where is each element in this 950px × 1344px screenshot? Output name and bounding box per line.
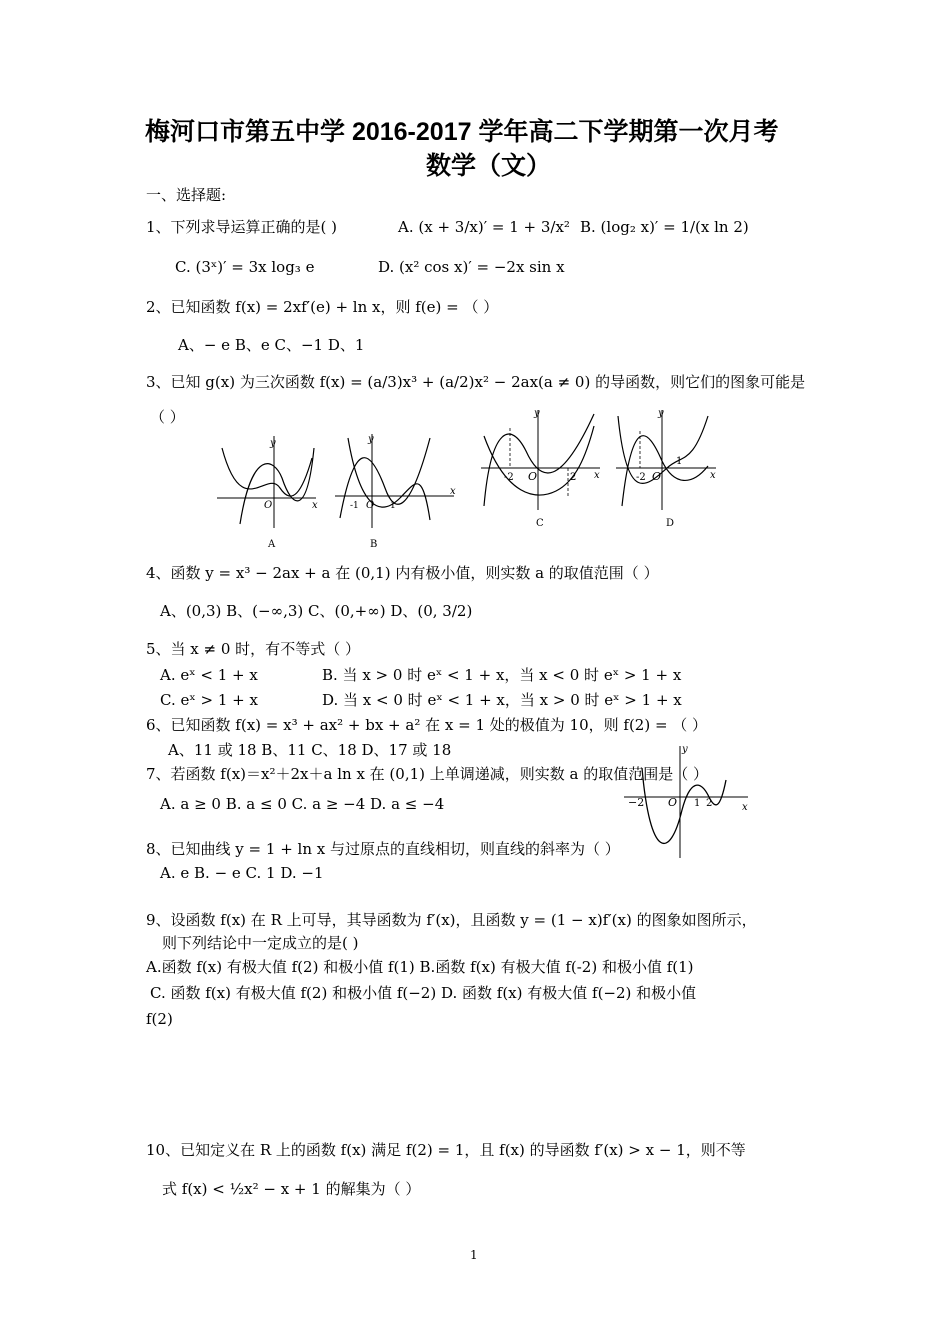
section-heading: 一、选择题:: [146, 186, 227, 204]
q9-options-ab: A.函数 f(x) 有极大值 f(2) 和极小值 f(1) B.函数 f(x) 有极大值 f(-2) 和极小值 f(1): [146, 958, 694, 976]
q5-option-a: A. eˣ < 1 + x: [160, 666, 258, 684]
fig-c-origin: O: [528, 470, 538, 483]
fig-b-y-label: y: [368, 434, 374, 445]
q7-stem: 7、若函数 f(x)＝x²＋2x＋a ln x 在 (0,1) 上单调递减，则实数 a 的取值范围是（ ）: [146, 765, 709, 783]
fig-d-origin: O: [652, 470, 662, 483]
q3-figure-b: [330, 428, 460, 550]
q9-stem-1: 9、设函数 f(x) 在 R 上可导，其导函数为 f′(x)，且函数 y = (1 − x)f′(x) 的图象如图所示，: [146, 911, 757, 929]
q3-figure-d: [612, 406, 722, 530]
q3-stem: 3、已知 g(x) 为三次函数 f(x) = (a/3)x³ + (a/2)x² − 2ax(a ≠ 0) 的导函数，则它们的图象可能是: [146, 373, 806, 391]
fig-b-x-label: x: [450, 486, 456, 497]
q9-fig-origin: O: [668, 796, 678, 809]
fig-c-tick-neg2: -2: [504, 472, 514, 483]
fig-b-label: B: [370, 539, 378, 550]
q6-options: A、11 或 18 B、11 C、18 D、17 或 18: [168, 741, 452, 759]
fig-d-tick-1: 1: [676, 456, 683, 467]
fig-a-curve-1: [222, 448, 312, 496]
q3-paren: （ ）: [150, 408, 185, 426]
q3-figure-a: [212, 428, 324, 550]
q10-stem-2: 式 f(x) < ½x² − x + 1 的解集为（ ）: [162, 1180, 421, 1198]
q5-stem: 5、当 x ≠ 0 时，有不等式（ ）: [146, 640, 360, 658]
q9-figure: [620, 740, 756, 864]
fig-c-y-label: y: [534, 408, 540, 419]
fig-b-tick-1: 1: [390, 501, 396, 511]
q2-options: A、− e B、e C、−1 D、1: [178, 336, 365, 354]
q1-option-b: B. (log₂ x)′ = 1/(x ln 2): [580, 218, 749, 236]
fig-a-x-label: x: [312, 500, 318, 511]
fig-c-curve-2: [484, 426, 594, 495]
q9-fig-tick-1: 1: [694, 798, 701, 809]
q10-stem-1: 10、已知定义在 R 上的函数 f(x) 满足 f(2) = 1，且 f(x) 的导函数 f′(x) > x − 1，则不等: [146, 1141, 746, 1159]
q6-stem: 6、已知函数 f(x) = x³ + ax² + bx + a² 在 x = 1 处的极值为 10，则 f(2) = （ ）: [146, 716, 708, 734]
q8-options: A. e B. − e C. 1 D. −1: [160, 864, 324, 882]
fig-a-label: A: [268, 539, 276, 550]
q1-option-d: D. (x² cos x)′ = −2x sin x: [378, 258, 565, 276]
q5-option-c: C. eˣ > 1 + x: [160, 691, 258, 709]
q4-stem: 4、函数 y = x³ − 2ax + a 在 (0,1) 内有极小值，则实数 a 的取值范围（ ）: [146, 564, 659, 582]
q9-option-d-tail: f(2): [146, 1010, 173, 1028]
q9-options-cd: C. 函数 f(x) 有极大值 f(2) 和极小值 f(−2) D. 函数 f(x) 有极大值 f(−2) 和极小值: [150, 984, 697, 1002]
fig-c-x-label: x: [594, 470, 600, 481]
q9-fig-x-label: x: [742, 802, 748, 813]
q5-option-b: B. 当 x > 0 时 eˣ < 1 + x，当 x < 0 时 eˣ > 1 + x: [322, 666, 682, 684]
q2-stem: 2、已知函数 f(x) = 2xf′(e) + ln x，则 f(e) = （ ）: [146, 298, 499, 316]
fig-d-y-label: y: [658, 408, 664, 419]
page-title-line2: 数学（文）: [426, 152, 552, 180]
q9-fig-tick-neg2: −2: [628, 796, 645, 809]
fig-a-origin: O: [264, 500, 273, 511]
q9-fig-y-label: y: [682, 744, 688, 755]
q7-options: A. a ≥ 0 B. a ≤ 0 C. a ≥ −4 D. a ≤ −4: [160, 795, 445, 813]
q1-stem: 1、下列求导运算正确的是( ): [146, 218, 338, 236]
fig-a-curve-2: [240, 448, 314, 524]
fig-b-tick-neg1: -1: [350, 501, 359, 511]
fig-d-label: D: [666, 518, 675, 529]
fig-c-label: C: [536, 518, 544, 529]
fig-d-curve-1: [618, 416, 708, 483]
q9-stem-2: 则下列结论中一定成立的是( ): [162, 934, 359, 952]
q5-option-d: D. 当 x < 0 时 eˣ < 1 + x，当 x > 0 时 eˣ > 1 + x: [322, 691, 682, 709]
fig-b-curve-2: [348, 438, 430, 520]
q1-option-a: A. (x + 3/x)′ = 1 + 3/x²: [398, 218, 570, 236]
fig-b-origin: O: [366, 500, 375, 511]
q3-figure-c: [476, 406, 606, 530]
fig-d-tick-neg2: -2: [636, 472, 646, 483]
page-title-line1: 梅河口市第五中学 2016-2017 学年高二下学期第一次月考: [145, 118, 779, 146]
fig-a-y-label: y: [270, 438, 276, 449]
page-number: 1: [470, 1248, 478, 1262]
fig-c-tick-2: 2: [570, 472, 577, 483]
fig-c-curve-1: [484, 414, 594, 506]
fig-d-x-label: x: [710, 470, 716, 481]
q1-option-c: C. (3ˣ)′ = 3x log₃ e: [175, 258, 315, 276]
q4-options: A、(0,3) B、(−∞,3) C、(0,+∞) D、(0, 3/2): [160, 602, 473, 620]
q8-stem: 8、已知曲线 y = 1 + ln x 与过原点的直线相切，则直线的斜率为（ ）: [146, 840, 620, 858]
q9-fig-tick-2: 2: [706, 798, 713, 809]
